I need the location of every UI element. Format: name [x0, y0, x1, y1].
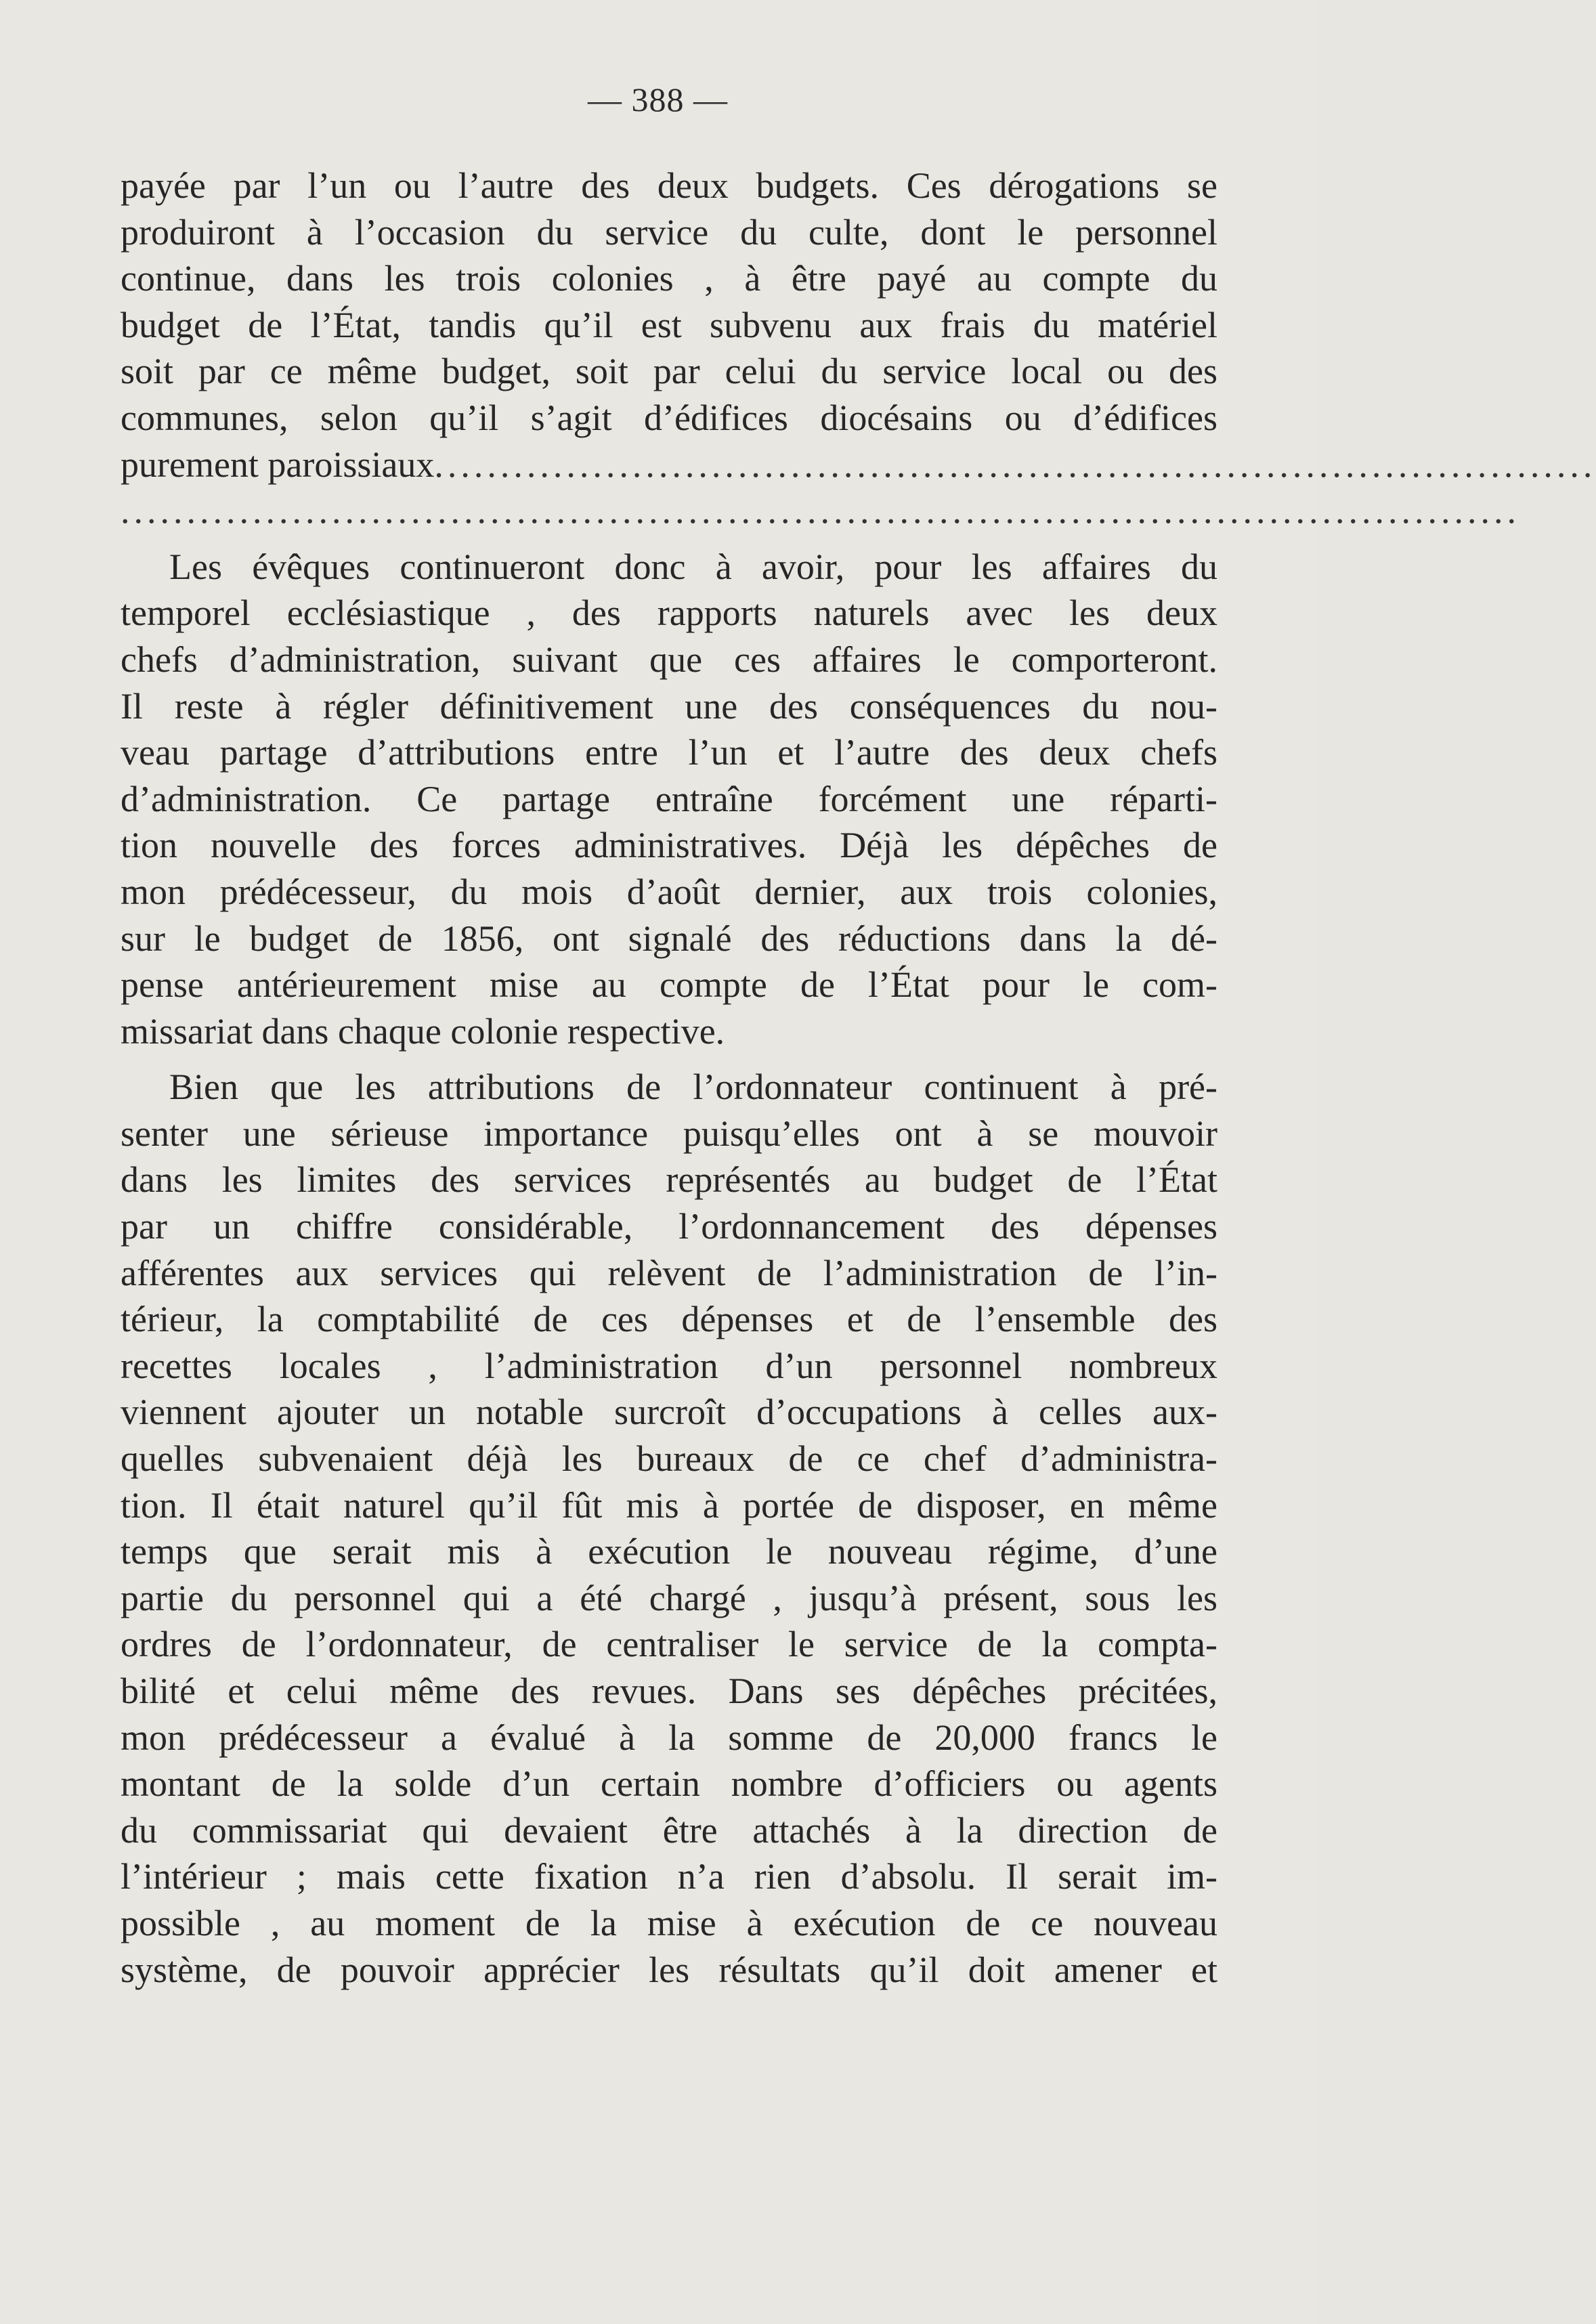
- text-line: missariat dans chaque colonie respective.: [121, 1010, 725, 1052]
- text-line: payée par l’un ou l’autre des deux budgets. Ces dérogations se: [121, 165, 1217, 206]
- text-line: purement paroissiaux: [121, 444, 435, 485]
- text-line: montant de la solde d’un certain nombre d’officiers ou agents: [121, 1763, 1217, 1805]
- text-line: système, de pouvoir apprécier les résultats qu’il doit amener et: [121, 1949, 1217, 1990]
- text-line: d’administration. Ce partage entraîne forcément une réparti-: [121, 778, 1217, 819]
- text-line: afférentes aux services qui relèvent de l’administration de l’in-: [121, 1252, 1217, 1293]
- text-line: recettes locales , l’administration d’un personnel nombreux: [121, 1345, 1217, 1386]
- text-line: tion. Il était naturel qu’il fût mis à portée de disposer, en même: [121, 1484, 1217, 1526]
- text-line: Il reste à régler définitivement une des conséquences du nou-: [121, 685, 1217, 727]
- omission-dots: ..........................................................................................................: [121, 490, 1520, 532]
- text-line: produiront à l’occasion du service du culte, dont le personnel: [121, 211, 1217, 253]
- text-line: l’intérieur ; mais cette fixation n’a rien d’absolu. Il serait im-: [121, 1856, 1217, 1897]
- text-line: quelles subvenaient déjà les bureaux de ce chef d’administra-: [121, 1438, 1217, 1480]
- paragraph-1: [121, 163, 1596, 488]
- text-line: budget de l’État, tandis qu’il est subvenu aux frais du matériel: [121, 304, 1217, 345]
- text-line: par un chiffre considérable, l’ordonnancement des dépenses: [121, 1206, 1217, 1247]
- dot-leader: ........................................................................................: [434, 444, 1596, 485]
- text-line: du commissariat qui devaient être attachés à la direction de: [121, 1809, 1217, 1851]
- text-line: temporel ecclésiastique , des rapports naturels avec les deux: [121, 593, 1217, 634]
- text-line-with-leader: [121, 442, 1596, 488]
- text-line: térieur, la comptabilité de ces dépenses et de l’ensemble des: [121, 1299, 1217, 1340]
- text-line: Les évêques continueront donc à avoir, pour les affaires du: [169, 546, 1217, 587]
- text-line: possible , au moment de la mise à exécution de ce nouveau: [121, 1902, 1217, 1943]
- text-line: bilité et celui même des revues. Dans ses dépêches précitées,: [121, 1671, 1217, 1711]
- text-line: chefs d’administration, suivant que ces affaires le comporteront.: [121, 639, 1217, 680]
- body-text: [121, 163, 1596, 1993]
- paragraph-3: [121, 1064, 1217, 1993]
- text-line: ordres de l’ordonnateur, de centraliser le service de la compta-: [121, 1624, 1217, 1665]
- text-line: mon prédécesseur, du mois d’août dernier, aux trois colonies,: [121, 871, 1217, 912]
- paragraph-gap: [121, 534, 1217, 544]
- paragraph-gap: [121, 1054, 1217, 1064]
- text-line: viennent ajouter un notable surcroît d’occupations à celles aux-: [121, 1392, 1217, 1433]
- text-line: Bien que les attributions de l’ordonnateur continuent à pré-: [169, 1067, 1217, 1108]
- text-line: continue, dans les trois colonies , à être payé au compte du: [121, 258, 1217, 299]
- text-line: veau partage d’attributions entre l’un et l’autre des deux chefs: [121, 732, 1217, 773]
- text-line: soit par ce même budget, soit par celui du service local ou des: [121, 351, 1217, 392]
- paragraph-2: [121, 544, 1217, 1055]
- text-line: dans les limites des services représentés au budget de l’État: [121, 1159, 1217, 1201]
- text-line: pense antérieurement mise au compte de l’État pour le com-: [121, 964, 1217, 1006]
- text-line: senter une sérieuse importance puisqu’elles ont à se mouvoir: [121, 1113, 1217, 1154]
- text-line: communes, selon qu’il s’agit d’édifices diocésains ou d’édifices: [121, 397, 1217, 438]
- text-line: mon prédécesseur a évalué à la somme de 20,000 francs le: [121, 1717, 1217, 1758]
- text-line: partie du personnel qui a été chargé , jusqu’à présent, sous les: [121, 1577, 1217, 1618]
- text-line: sur le budget de 1856, ont signalé des réductions dans la dé-: [121, 918, 1217, 959]
- page-number: — 388 —: [588, 81, 728, 119]
- text-line: tion nouvelle des forces administratives. Déjà les dépêches de: [121, 825, 1217, 866]
- text-line: temps que serait mis à exécution le nouveau régime, d’une: [121, 1531, 1217, 1572]
